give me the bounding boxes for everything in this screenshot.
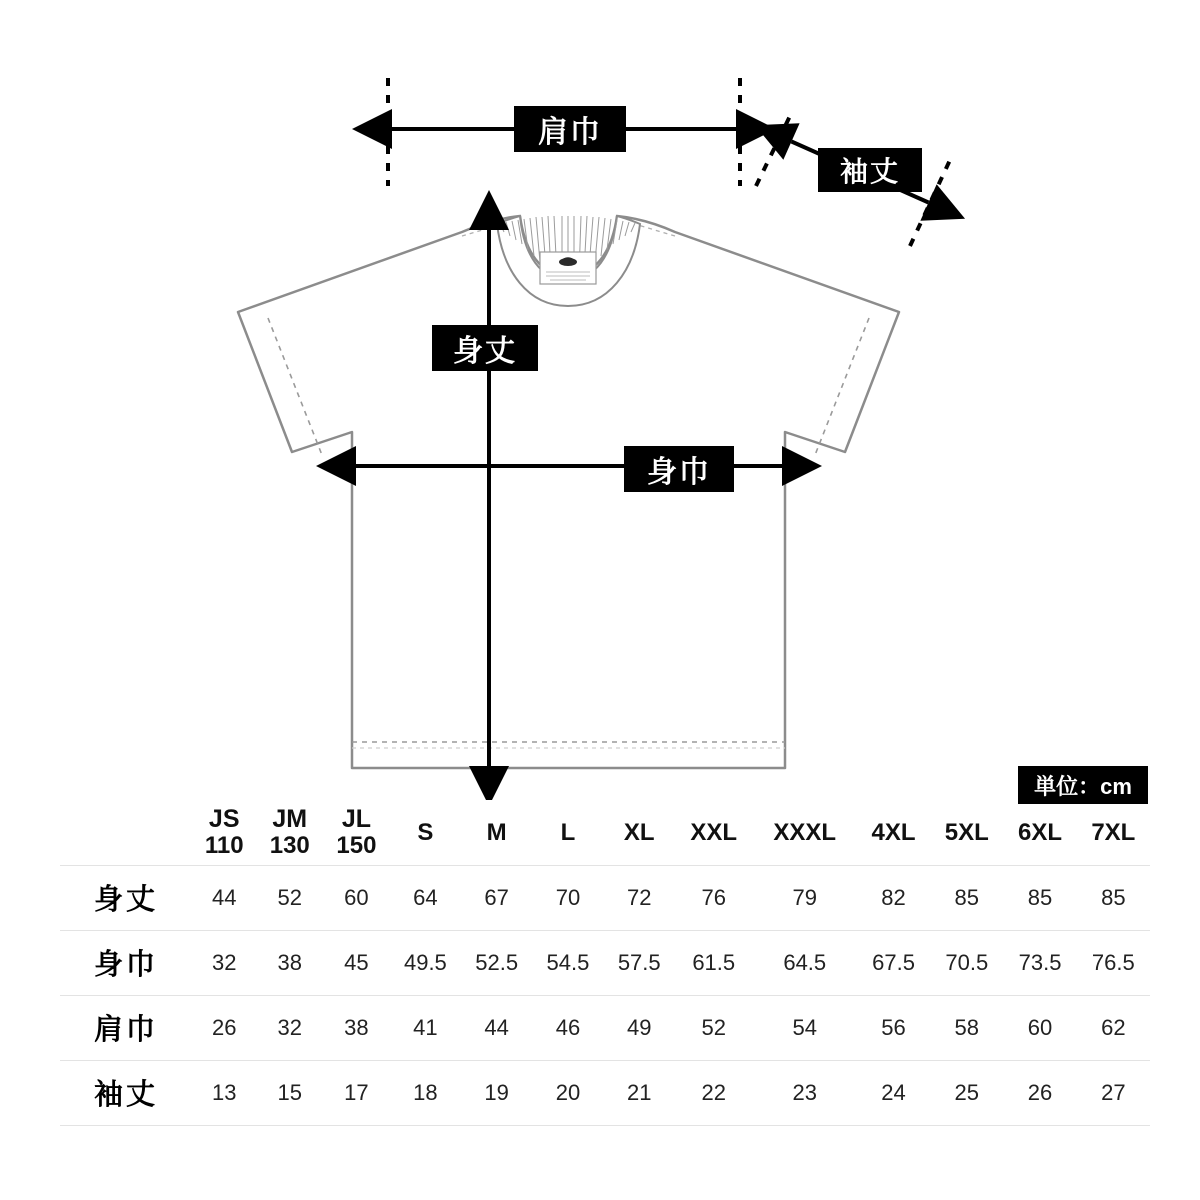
table-row: [60, 865, 1150, 930]
table-cell: 26: [1027, 1079, 1053, 1105]
column-header-bottom: 5XL: [944, 818, 989, 846]
table-cell: 19: [484, 1079, 509, 1105]
table-cell: 13: [211, 1079, 237, 1105]
column-header-bottom: 6XL: [1018, 818, 1063, 846]
table-cell: 49: [626, 1014, 652, 1040]
table-cell: 52: [277, 884, 302, 910]
tshirt-outline: [238, 216, 899, 768]
column-header: [1003, 806, 1076, 865]
table-cell: 85: [1027, 884, 1053, 910]
column-header-bottom: 150: [336, 832, 377, 859]
label-body-width: 身巾: [624, 446, 734, 492]
table-cell: 67.5: [872, 949, 915, 975]
column-header: [390, 806, 461, 865]
table-cell: 85: [954, 884, 980, 910]
header-corner-blank: [60, 806, 192, 865]
table-cell: 62: [1101, 1014, 1126, 1040]
table-cell: 22: [701, 1079, 726, 1105]
column-header: [857, 806, 930, 865]
table-row: [60, 1060, 1150, 1125]
table-cell: 57.5: [617, 949, 661, 975]
column-header: [192, 806, 256, 865]
table-cell: 45: [344, 949, 369, 975]
column-header-bottom: XL: [623, 818, 655, 846]
column-header-bottom: 4XL: [871, 818, 916, 846]
table-cell: 61.5: [692, 949, 736, 975]
table-cell: 76.5: [1091, 949, 1135, 975]
column-header-bottom: 7XL: [1091, 818, 1136, 846]
table-cell: 82: [881, 884, 906, 910]
column-header: [461, 806, 532, 865]
table-cell: 18: [413, 1079, 438, 1105]
column-header-bottom: 110: [204, 832, 244, 859]
row-label: 身巾: [93, 949, 158, 982]
table-cell: 21: [626, 1079, 652, 1105]
column-header: [532, 806, 603, 865]
table-cell: 32: [277, 1014, 302, 1040]
column-header-bottom: M: [486, 818, 507, 846]
table-cell: 23: [792, 1079, 817, 1105]
column-header-top: JL: [341, 805, 372, 833]
column-header-top: JS: [208, 805, 240, 833]
table-cell: 41: [413, 1014, 438, 1040]
table-header-row: [60, 806, 1150, 865]
column-header: [675, 806, 753, 865]
column-header-bottom: S: [417, 818, 434, 846]
table-cell: 38: [277, 949, 302, 975]
label-shoulder-width: 肩巾: [514, 106, 626, 152]
table-cell: 54: [792, 1014, 817, 1040]
table-cell: 56: [881, 1014, 906, 1040]
table-cell: 73.5: [1018, 949, 1062, 975]
label-body-length: 身丈: [432, 325, 538, 371]
table-cell: 64: [413, 884, 438, 910]
table-cell: 46: [555, 1014, 581, 1040]
row-label: 肩巾: [93, 1014, 158, 1047]
column-header-bottom: 130: [269, 832, 310, 859]
size-chart-body: [60, 865, 1150, 1125]
column-header-bottom: L: [560, 818, 576, 846]
table-cell: 44: [211, 884, 237, 910]
table-cell: 44: [484, 1014, 509, 1040]
row-label: 袖丈: [93, 1079, 158, 1112]
table-cell: 60: [344, 884, 369, 910]
column-header: [930, 806, 1003, 865]
table-cell: 20: [555, 1079, 581, 1105]
table-cell: 60: [1027, 1014, 1053, 1040]
table-cell: 24: [881, 1079, 906, 1105]
column-header-top: JM: [272, 805, 308, 833]
column-header: [1077, 806, 1150, 865]
column-header: [256, 806, 323, 865]
table-cell: 25: [954, 1079, 980, 1105]
table-cell: 85: [1101, 884, 1126, 910]
size-chart-table: [60, 806, 1150, 1126]
size-chart-header: [60, 806, 1150, 865]
table-cell: 67: [484, 884, 509, 910]
column-header-bottom: XXXL: [773, 818, 837, 846]
row-label: 身丈: [93, 884, 158, 917]
column-header: [753, 806, 857, 865]
table-cell: 70.5: [945, 949, 989, 975]
table-cell: 26: [211, 1014, 237, 1040]
table-cell: 52.5: [475, 949, 519, 975]
label-sleeve-length: 袖丈: [818, 148, 922, 192]
table-cell: 17: [344, 1079, 369, 1105]
table-cell: 54.5: [546, 949, 590, 975]
table-cell: 15: [277, 1079, 302, 1105]
table-cell: 76: [701, 884, 726, 910]
label-unit-cm: 単位：cm: [1018, 766, 1148, 804]
table-cell: 58: [954, 1014, 980, 1040]
table-cell: 79: [792, 884, 817, 910]
table-cell: 72: [626, 884, 652, 910]
table-cell: 64.5: [783, 949, 827, 975]
table-cell: 27: [1101, 1079, 1126, 1105]
table-cell: 52: [701, 1014, 726, 1040]
table-row: [60, 930, 1150, 995]
column-header: [604, 806, 675, 865]
table-cell: 70: [555, 884, 581, 910]
column-header-bottom: XXL: [690, 818, 738, 846]
table-cell: 49.5: [403, 949, 447, 975]
column-header: [323, 806, 390, 865]
table-cell: 32: [211, 949, 237, 975]
table-row: [60, 995, 1150, 1060]
table-cell: 38: [344, 1014, 369, 1040]
